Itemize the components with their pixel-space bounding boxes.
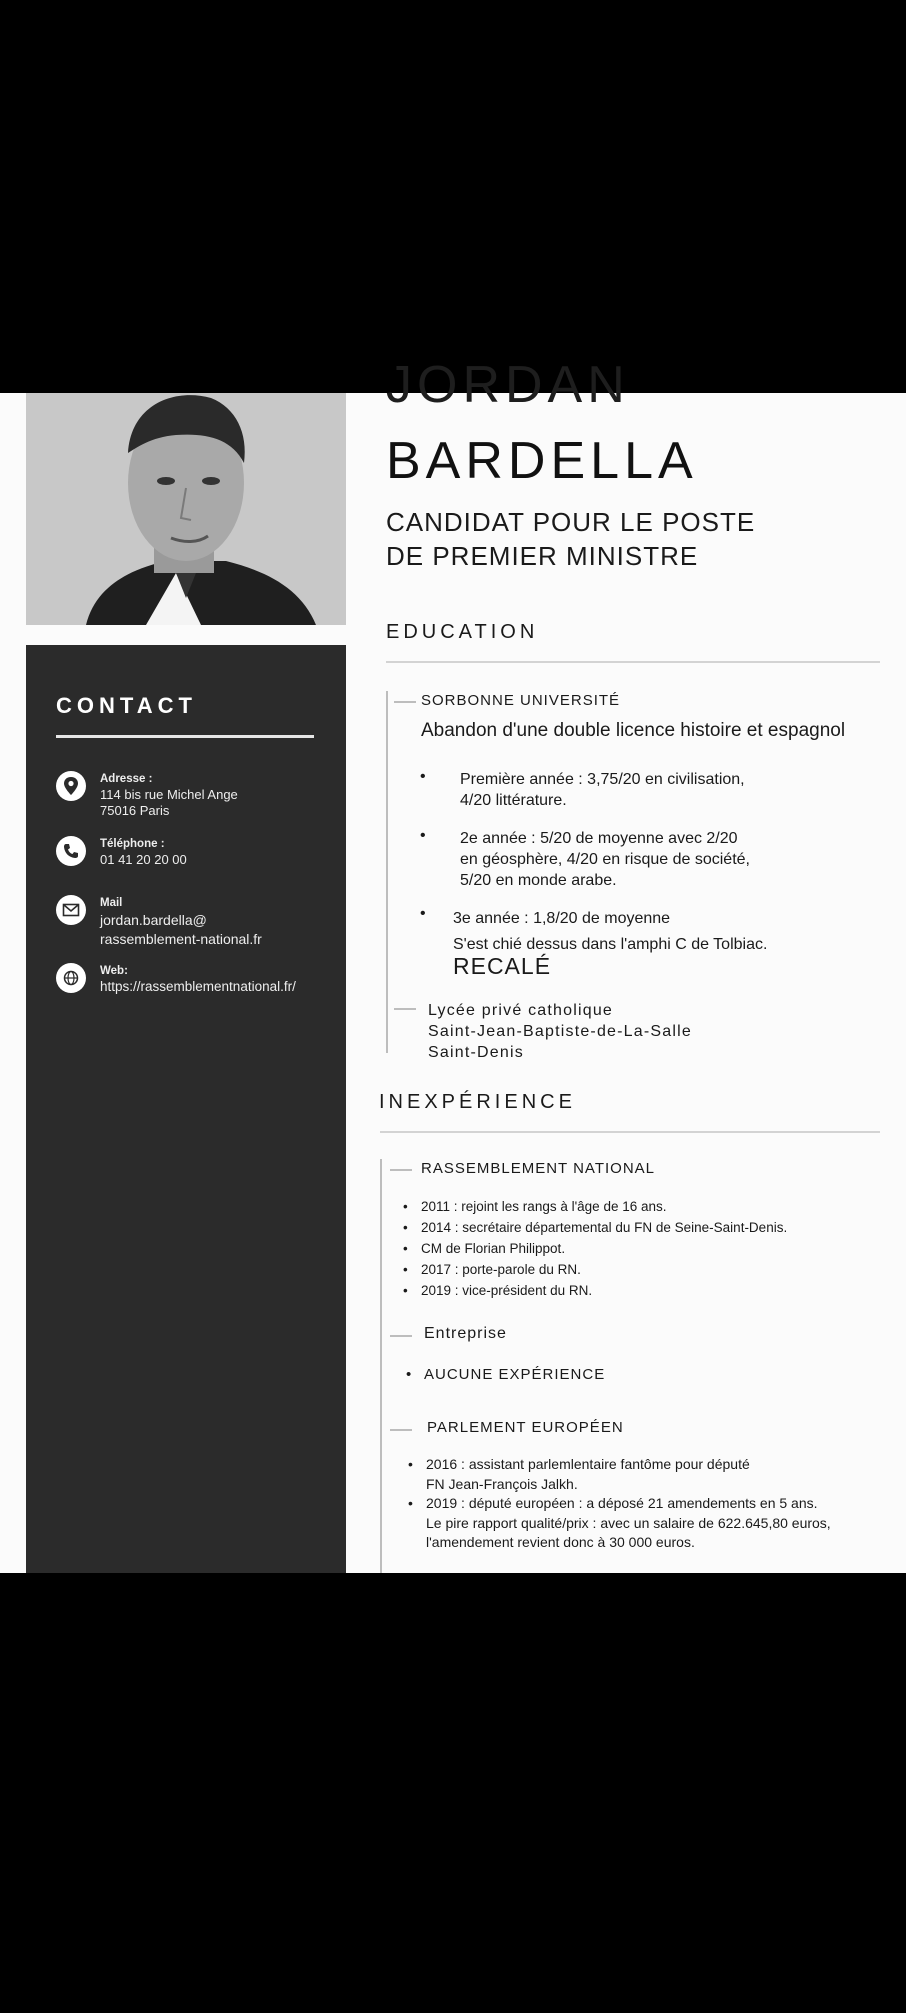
- bullet: •: [420, 768, 426, 785]
- year-2-line-3: 5/20 en monde arabe.: [460, 872, 617, 889]
- mail-icon: [56, 895, 86, 925]
- year-2-line-1: 2e année : 5/20 de moyenne avec 2/20: [460, 830, 738, 847]
- profile-photo: [26, 393, 346, 625]
- list-item: • 2011 : rejoint les rangs à l'âge de 16 ans.: [403, 1196, 787, 1217]
- lycee-line-3: Saint-Denis: [428, 1044, 524, 1061]
- eu-heading: PARLEMENT EUROPÉEN: [427, 1419, 624, 1436]
- year-1-line-1: Première année : 3,75/20 en civilisation,: [460, 771, 745, 788]
- job-title-line-1: CANDIDAT POUR LE POSTE: [386, 507, 756, 537]
- web-url[interactable]: https://rassemblementnational.fr/: [100, 979, 296, 994]
- timeline-marker: [390, 1429, 412, 1431]
- experience-heading: INEXPÉRIENCE: [379, 1091, 576, 1113]
- job-title-line-2: DE PREMIER MINISTRE: [386, 541, 699, 571]
- lycee-line-1: Lycée privé catholique: [428, 1002, 614, 1019]
- eu-item-2-line-3: l'amendement revient donc à 30 000 euros.: [426, 1534, 695, 1550]
- timeline-marker: [394, 701, 416, 703]
- company-heading: Entreprise: [424, 1325, 507, 1342]
- phone-icon: [56, 836, 86, 866]
- location-pin-icon: [56, 771, 86, 801]
- address-label: Adresse :: [100, 773, 153, 785]
- recale-text: RECALÉ: [453, 953, 552, 979]
- contact-title: CONTACT: [56, 693, 197, 718]
- education-divider: [386, 661, 880, 663]
- experience-divider: [380, 1131, 880, 1133]
- lycee-line-2: Saint-Jean-Baptiste-de-La-Salle: [428, 1023, 692, 1040]
- mail-line-2: rassemblement-national.fr: [100, 931, 262, 947]
- timeline-marker: [394, 1008, 416, 1010]
- eu-item-2-line-1: • 2019 : député européen : a déposé 21 amendements en 5 ans.: [426, 1495, 818, 1511]
- list-item: • 2014 : secrétaire départemental du FN de Seine-Saint-Denis.: [403, 1217, 787, 1238]
- year-3-line-1: 3e année : 1,8/20 de moyenne: [453, 910, 671, 927]
- school-lycee: [428, 1000, 692, 1063]
- job-title: [386, 505, 755, 573]
- year-2-line-2: en géosphère, 4/20 en risque de société,: [460, 851, 750, 868]
- experience-timeline: [380, 1159, 382, 1573]
- school-sorbonne: SORBONNE UNIVERSITÉ: [421, 692, 621, 709]
- list-item: • 2019 : vice-président du RN.: [403, 1280, 787, 1301]
- year-1-block: [460, 769, 745, 811]
- bullet: •: [420, 827, 426, 844]
- rn-heading: RASSEMBLEMENT NATIONAL: [421, 1160, 655, 1177]
- sorbonne-description: Abandon d'une double licence histoire et espagnol: [421, 720, 846, 741]
- last-name: BARDELLA: [386, 432, 698, 490]
- eu-list: [408, 1455, 831, 1553]
- list-item: • AUCUNE EXPÉRIENCE: [406, 1365, 605, 1385]
- eu-item-1-line-1: • 2016 : assistant parlemlentaire fantôme pour député: [426, 1456, 750, 1472]
- phone-label: Téléphone :: [100, 838, 165, 850]
- phone-number: 01 41 20 20 00: [100, 852, 187, 867]
- list-item: • 2017 : porte-parole du RN.: [403, 1259, 787, 1280]
- year-1-line-2: 4/20 littérature.: [460, 792, 567, 809]
- eu-item-2-line-2: Le pire rapport qualité/prix : avec un salaire de 622.645,80 euros,: [426, 1514, 831, 1531]
- timeline-marker: [390, 1169, 412, 1171]
- mail-line-1: jordan.bardella@: [100, 912, 207, 928]
- first-name: JORDAN: [386, 356, 630, 414]
- cv-document: [0, 356, 906, 1573]
- address-line-2: 75016 Paris: [100, 803, 170, 818]
- year-3-block: [453, 906, 767, 958]
- bullet: •: [420, 905, 426, 922]
- globe-icon: [56, 963, 86, 993]
- education-heading: EDUCATION: [386, 621, 539, 643]
- list-item: • CM de Florian Philippot.: [403, 1238, 787, 1259]
- timeline-marker: [390, 1335, 412, 1337]
- list-item: [408, 1494, 831, 1553]
- eu-item-1-line-2: FN Jean-François Jalkh.: [426, 1475, 578, 1492]
- contact-sidebar: [26, 645, 346, 1573]
- year-3-line-2: S'est chié dessus dans l'amphi C de Tolbiac.: [453, 936, 768, 953]
- mail-label: Mail: [100, 897, 123, 909]
- year-2-block: [460, 828, 750, 891]
- address-line-1: 114 bis rue Michel Ange: [100, 787, 238, 802]
- contact-divider: [56, 735, 314, 738]
- rn-list: [403, 1196, 787, 1301]
- web-label: Web:: [100, 965, 128, 977]
- education-timeline: [386, 691, 388, 1053]
- company-list: [406, 1365, 605, 1385]
- list-item: [408, 1455, 831, 1494]
